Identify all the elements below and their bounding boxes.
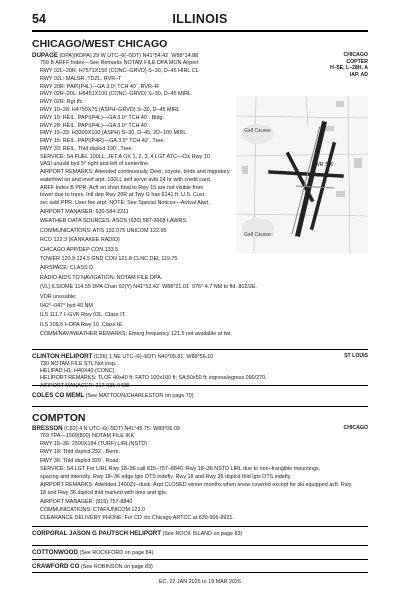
info-line: CHICAGO APP/DEP CON 133.5 [40,246,119,253]
service-line-2: VASI unusbl byd 5° right and left of centerline. [40,161,150,167]
page-number: 54 [32,12,46,26]
chart-label: CHICAGO [343,425,368,431]
ref-name: CORPORAL JASON G PAUTSCH HELIPORT [32,530,162,537]
ref-text: (See ROCK ISLAND on page 83) [162,531,243,537]
info-line: ILS 109.5 I–DPA Rwy 10. Class IE. [40,321,124,328]
bresson-line: SERVICE: S4 LGT For LIRL Rwy 18–36 call 815–757–8840. Rwy 18–36 NSTD LIRL due to non–frangible mountings, [40,465,321,472]
remark-line: tower due to trees. Intl dep Rwy 20R at Twy G has 6141 ft. U.S. Cust [40,192,205,199]
remark-line: svc avbl PPR. User fee arpt. NOTE: See Special Notices—Arrival Alert. [40,200,210,207]
info-line: RCO 122.3 (KANKAKEE RADIO) [40,237,120,244]
golf-label-2: Golf Course [244,232,271,238]
info-line: TOWER 120.9 124.5 GND CON 121.8 CLNC DEL 119.75 [40,256,178,262]
airport-name: BRESSON [32,425,63,432]
bresson-line: spacing and intensity. Rwy 18–36 edge lgts OTS indefly. Rwy 18 and Rwy 36 dsplcd thld lgts OTS indefly. [40,474,292,480]
ref-entry [32,549,153,557]
info-line: COMMUNICATIONS: ATIS 132.075 UNICOM 122.95 [40,227,167,234]
ref-text: (See MATTOON/CHARLESTON on page 70) [85,393,194,399]
city-heading: COMPTON [32,412,86,424]
tower-label: TWR 726 [312,162,334,168]
airport-entry-bresson [32,425,182,433]
airport-entry-dupage [32,52,200,60]
section-divider [32,545,368,546]
info-line: COMM/NAV/WEATHER REMARKS: Emerg frequency 121.5 not available at twr. [40,331,233,338]
heliport-line: HELIPAD H1: H40X40 (CONC) [40,368,115,375]
golf-label-1: Golf Course [244,128,271,134]
info-line: AIRPORT MANAGER: 630-584-2211 [40,209,129,215]
airport-ident: (C26) 1 NE UTC–6(–5DT) N40°09.81´ W88°56.10´ [93,354,216,360]
bresson-line: RWY 18: Thld dsplcd 292´. Berm. [40,449,120,456]
section-divider [32,559,368,560]
footer-rule [32,572,368,573]
section-divider [32,526,368,527]
runway-line: RWY 15–33: H3399X100 (ASPH) S–30, D–45, 2D–100 MIRL [40,130,187,137]
runway-line: RWY 20R: PAPI(P4L)—GA 3.0° TCH 40´. RVR–R [40,83,159,90]
section-divider [32,406,368,407]
runway-line: RWY 10–28: H4750X75 (ASPH–GRVD) S–30, D–45 MIRL [40,107,180,113]
ref-name: COLES CO MEML [32,392,85,399]
ref-entry-coles [32,392,194,400]
bresson-line: RWY 18–36: 2590X184 (TURF) LIRL(NSTD) [40,441,148,448]
airport-ident: (C82) 4 N UTC–6(–5DT) N41°45.75´ W89°06.09´ [64,426,182,432]
airport-entry-clinton [32,353,215,361]
runway-line: RWY 33: REIL. Thld dsplcd 190´. Tree. [40,146,133,152]
bresson-line: 18 and Rwy 36 dsplcd thld marked with tires and lgts. [40,490,168,497]
chart-label: ST LOUIS [344,353,368,359]
page-header [32,12,368,28]
ref-name: COTTONWOOD [32,549,78,556]
runway-line: RWY 02R: Rgt tfc. [40,99,84,106]
runway-line: RWY 15: REIL. PAPI(P4R)—GA 3.9° TCH 42´. Tree. [40,138,165,145]
ref-text: (See ROBINSON on page 83) [80,564,153,570]
ref-entry [32,530,242,538]
airport-name: DUPAGE [32,52,59,59]
state-title: ILLINOIS [172,12,228,26]
info-line: VOR unusable: [40,293,77,300]
bresson-line: AIRPORT REMARKS: Attended 1400Z‡–dusk. Arpt CLOSED winter months when snow covered except for ski equipped acft. Rwy [40,482,352,489]
golf-course-1 [242,124,274,144]
info-line: (VL) ILS/DME 114.55 DPA Chan 92(Y) N41°53.42´ W88°21.01´ 076° 4.7 NM to fld. 802/2E. [40,284,257,291]
section-divider [32,385,368,386]
bresson-line: RWY 36: Thld dsplcd 320´. Road. [40,457,121,464]
bresson-line: COMMUNICATIONS: CTAF/UNICOM 123.0 [40,506,145,513]
section-divider [32,349,368,350]
bresson-line: AIRPORT MANAGER: (815) 757-8840 [40,498,133,505]
header-rule [32,30,368,32]
info-line: 042°–047° byd 40 NM [40,303,93,309]
ref-text: (See ROCKFORD on page 84) [79,550,154,556]
ref-entry [32,563,153,571]
chart-label: CHICAGO COPTER H–5E, L–28H, A IAP, AD [330,52,368,78]
bresson-line: CLEARANCE DELIVERY PHONE: For CD ctc Chicago ARTCC at 630-906-8921. [40,515,234,521]
remark-line: waterfowl on and invof arpt. 100LL self serve avbl 24 hr with credit card. [40,176,212,183]
info-line: WEATHER DATA SOURCES: ASOS (630) 587-3668 LAWRS. [40,218,188,225]
airport-elev: 759 B ARFF Index—See Remarks NOTAM FILE DPA MON Airport [40,60,199,66]
heliport-line: AIRPORT MANAGER: 217-935-9438 [40,382,130,389]
info-line: AIRSPACE: CLASS D. [40,265,95,272]
service-line: SERVICE: S4 FUEL 100LL, JET A OX 1, 2, 3, 4 LGT ATC—Ctc Rwy 10 [40,154,210,160]
heliport-line: 730 NOTAM FILE STL Not insp. [40,361,117,367]
remark-line: AIRPORT REMARKS: Attended continuously. Deer, coyote, birds and migratory [40,169,230,175]
remark-line: ARFF Index B PPR. Acft on short final to Rwy 15 are not visible from [40,184,204,191]
city-heading: CHICAGO/WEST CHICAGO [32,38,168,50]
runway-line: RWY 02L–20R: H7571X150 (CONC–GRVD) S–30, D–45 HIRL CL [40,68,199,74]
airport-diagram [236,96,368,253]
info-line: ILS 111.7 I–GVK Rwy 02L. Class IT. [40,312,126,319]
bresson-line: 769 TPA—1569(800) NOTAM FILE IKK [40,433,135,439]
airport-ident: (DPA)(KDPA) 29 W UTC–6(–5DT) N41°54.42´ W88°14.88´ [59,53,200,59]
airport-name: CLINTON HELIPORT [32,353,93,360]
runway-line: RWY 02R–20L: H6451X100 (CONC–GRVD) S–30, D–45 MIRL [40,91,192,98]
footer-effective-dates: EC, 22 JAN 2026 to 19 MAR 2026 [158,579,242,585]
info-line: RADIO AIDS TO NAVIGATION: NOTAM FILE DPA. [40,274,163,281]
ref-name: CRAWFORD CO [32,563,80,570]
heliport-line: HELIPORT REMARKS: TLOF 40x40 ft; FATO 100x100 ft; SA 50x50 ft; ingress/egress 090/270. [40,375,267,382]
runway-line: RWY 02L: MALSR. TDZL. RVR–T [40,75,122,82]
runway-line: RWY 10: REIL. PAPI(P4L)—GA 3.0° TCH 40´. Bldg. [40,114,164,121]
runway-line: RWY 28: REIL. PAPI(P4L)—GA 3.0° TCH 40´. [40,122,151,129]
